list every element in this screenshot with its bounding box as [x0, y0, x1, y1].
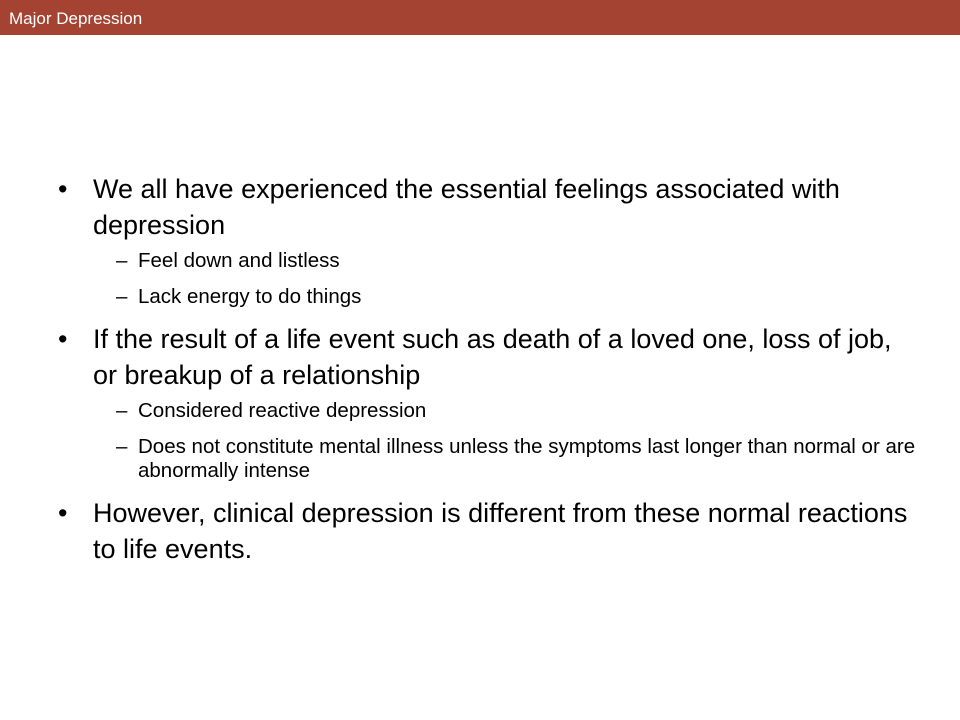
bullet-block-1: [58, 171, 918, 309]
slide-content: [58, 171, 918, 571]
bullet-block-3: [58, 495, 918, 567]
sub-list-2: [58, 399, 918, 483]
bullet-text-2: If the result of a life event such as death of a loved one, loss of job, or breakup of a relationship: [93, 324, 892, 390]
bullet-marker: •: [58, 324, 68, 354]
dash-marker: –: [116, 435, 128, 458]
slide-title: Major Depression: [9, 9, 143, 28]
dash-marker: –: [116, 249, 128, 272]
bullet-text-1: We all have experienced the essential feelings associated with depression: [93, 174, 840, 240]
sub-text-1-2: Lack energy to do things: [138, 285, 362, 308]
sub-item-1-1: [58, 249, 918, 273]
dash-marker: –: [116, 399, 128, 422]
bullet-marker: •: [58, 174, 68, 204]
bullet-block-2: [58, 321, 918, 483]
bullet-item-2: [58, 321, 918, 393]
sub-list-1: [58, 249, 918, 309]
bullet-marker: •: [58, 498, 68, 528]
bullet-item-1: [58, 171, 918, 243]
sub-text-1-1: Feel down and listless: [138, 249, 340, 272]
sub-text-2-2: Does not constitute mental illness unless the symptoms last longer than normal or are abnormally intense: [138, 435, 916, 482]
sub-item-1-2: [58, 285, 918, 309]
dash-marker: –: [116, 285, 128, 308]
bullet-text-3: However, clinical depression is different from these normal reactions to life events.: [93, 498, 908, 564]
sub-item-2-2: [58, 435, 918, 483]
bullet-item-3: [58, 495, 918, 567]
title-bar: [0, 0, 960, 35]
sub-item-2-1: [58, 399, 918, 423]
sub-text-2-1: Considered reactive depression: [138, 399, 427, 422]
